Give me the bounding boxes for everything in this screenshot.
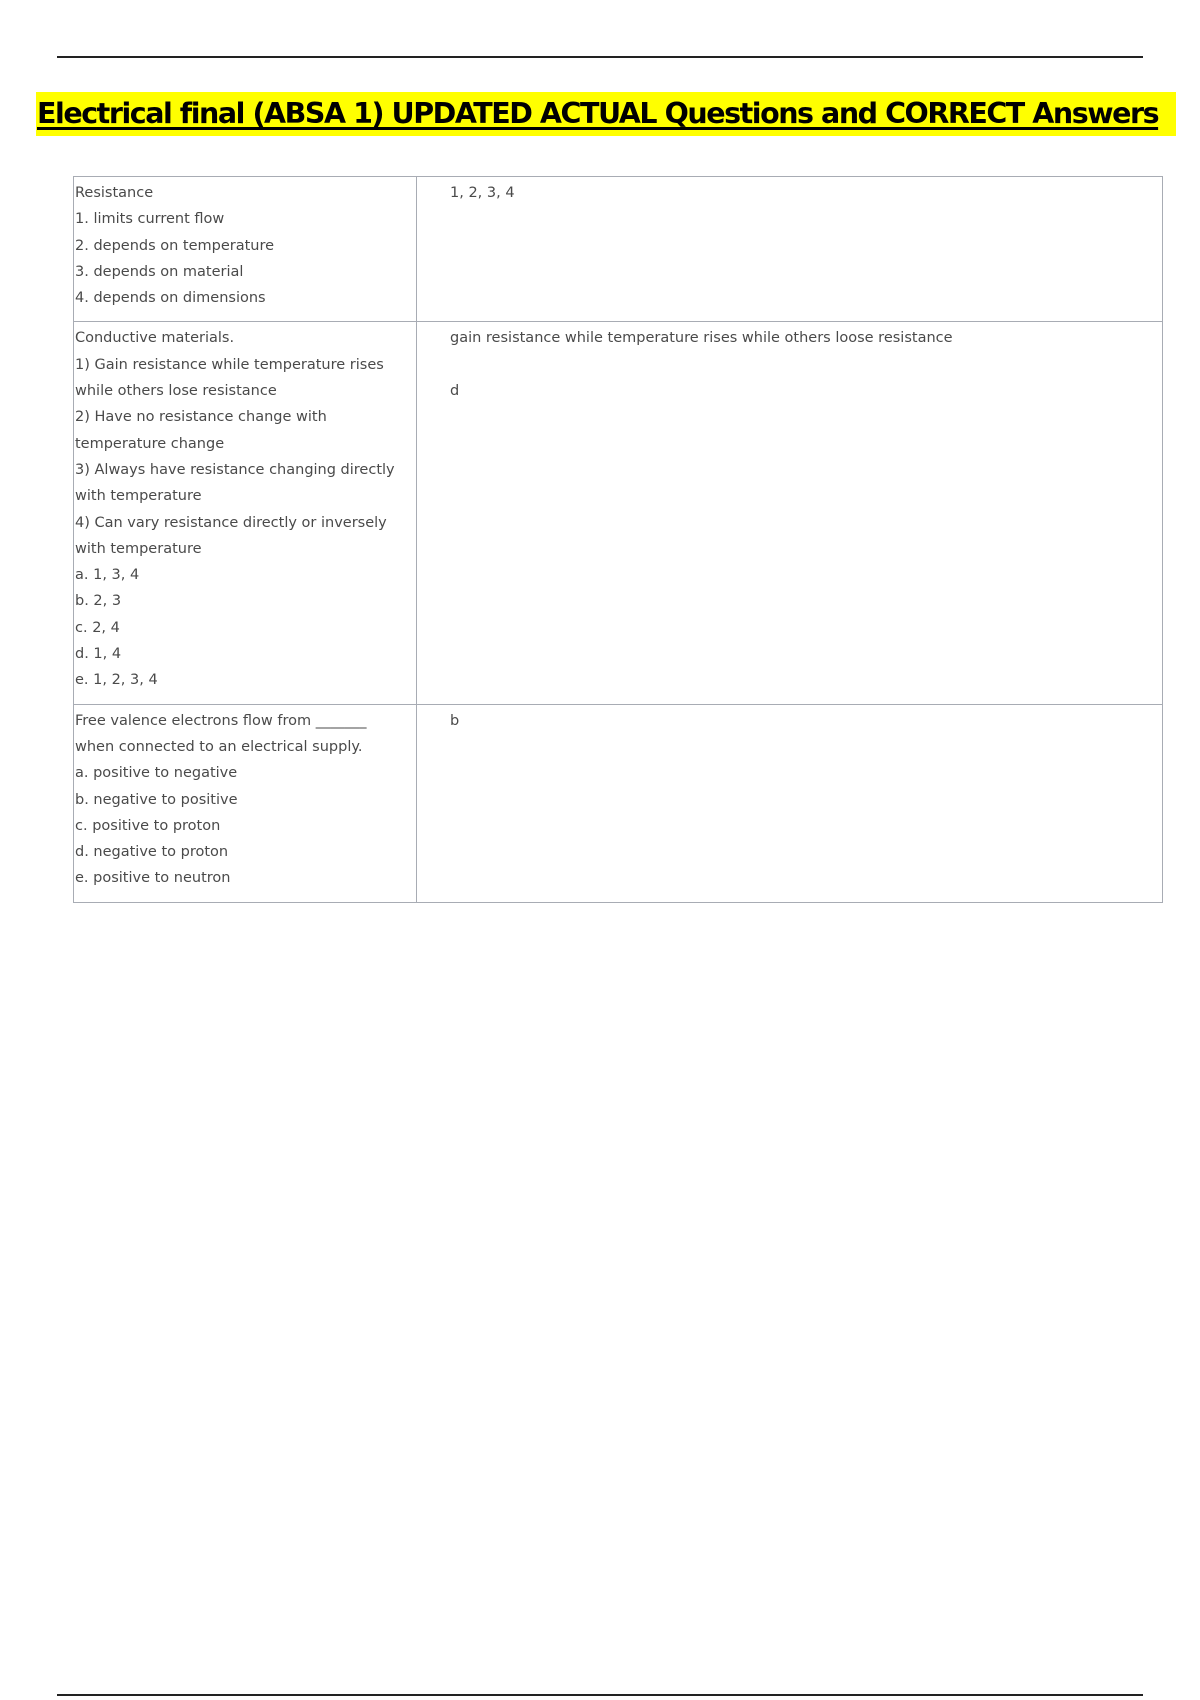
question-line: c. positive to proton bbox=[75, 817, 221, 834]
qa-table bbox=[73, 176, 1163, 903]
question-line: a. 1, 3, 4 bbox=[75, 567, 140, 584]
question-line: 3. depends on material bbox=[75, 263, 244, 280]
question-line: 4) Can vary resistance directly or inversely bbox=[75, 514, 387, 531]
answer-line: gain resistance while temperature rises while others loose resistance bbox=[450, 330, 953, 347]
question-line: with temperature bbox=[75, 540, 202, 557]
question-line: when connected to an electrical supply. bbox=[75, 738, 363, 755]
question-line: 3) Always have resistance changing directly bbox=[75, 461, 395, 478]
answer-line: b bbox=[450, 712, 460, 729]
question-line: e. 1, 2, 3, 4 bbox=[75, 672, 158, 689]
question-line: b. 2, 3 bbox=[75, 593, 122, 610]
question-line: e. positive to neutron bbox=[75, 870, 231, 887]
question-line: temperature change bbox=[75, 435, 225, 452]
question-line: while others lose resistance bbox=[75, 383, 277, 400]
question-line: 2) Have no resistance change with bbox=[75, 409, 327, 426]
question-line: 1) Gain resistance while temperature rises bbox=[75, 356, 384, 373]
answer-cell-2 bbox=[417, 322, 1163, 704]
question-line: 4. depends on dimensions bbox=[75, 290, 266, 307]
answer-cell-3 bbox=[417, 704, 1163, 902]
question-line: c. 2, 4 bbox=[75, 619, 120, 636]
question-line: with temperature bbox=[75, 488, 202, 505]
question-cell-3 bbox=[74, 704, 417, 902]
question-line: 2. depends on temperature bbox=[75, 237, 275, 254]
document-title: Electrical final (ABSA 1) UPDATED ACTUAL Questions and CORRECT Answers bbox=[37, 97, 1159, 130]
question-line: Free valence electrons flow from _______ bbox=[75, 712, 367, 729]
answer-gap bbox=[450, 352, 1152, 378]
question-cell-2 bbox=[74, 322, 417, 704]
question-line: d. 1, 4 bbox=[75, 646, 122, 663]
answer-line: 1, 2, 3, 4 bbox=[450, 185, 515, 201]
qa-row-1 bbox=[74, 177, 1163, 322]
question-line: Conductive materials. bbox=[75, 330, 235, 347]
question-line: d. negative to proton bbox=[75, 844, 229, 861]
question-line: b. negative to positive bbox=[75, 791, 238, 808]
question-line: 1. limits current flow bbox=[75, 211, 225, 228]
bottom-rule bbox=[57, 1694, 1143, 1696]
question-line: Resistance bbox=[75, 185, 154, 201]
top-rule bbox=[57, 56, 1143, 58]
answer-line: d bbox=[450, 383, 460, 400]
qa-row-2 bbox=[74, 322, 1163, 704]
answer-cell-1 bbox=[417, 177, 1163, 322]
question-cell-1 bbox=[74, 177, 417, 322]
qa-row-3 bbox=[74, 704, 1163, 902]
question-line: a. positive to negative bbox=[75, 765, 238, 782]
